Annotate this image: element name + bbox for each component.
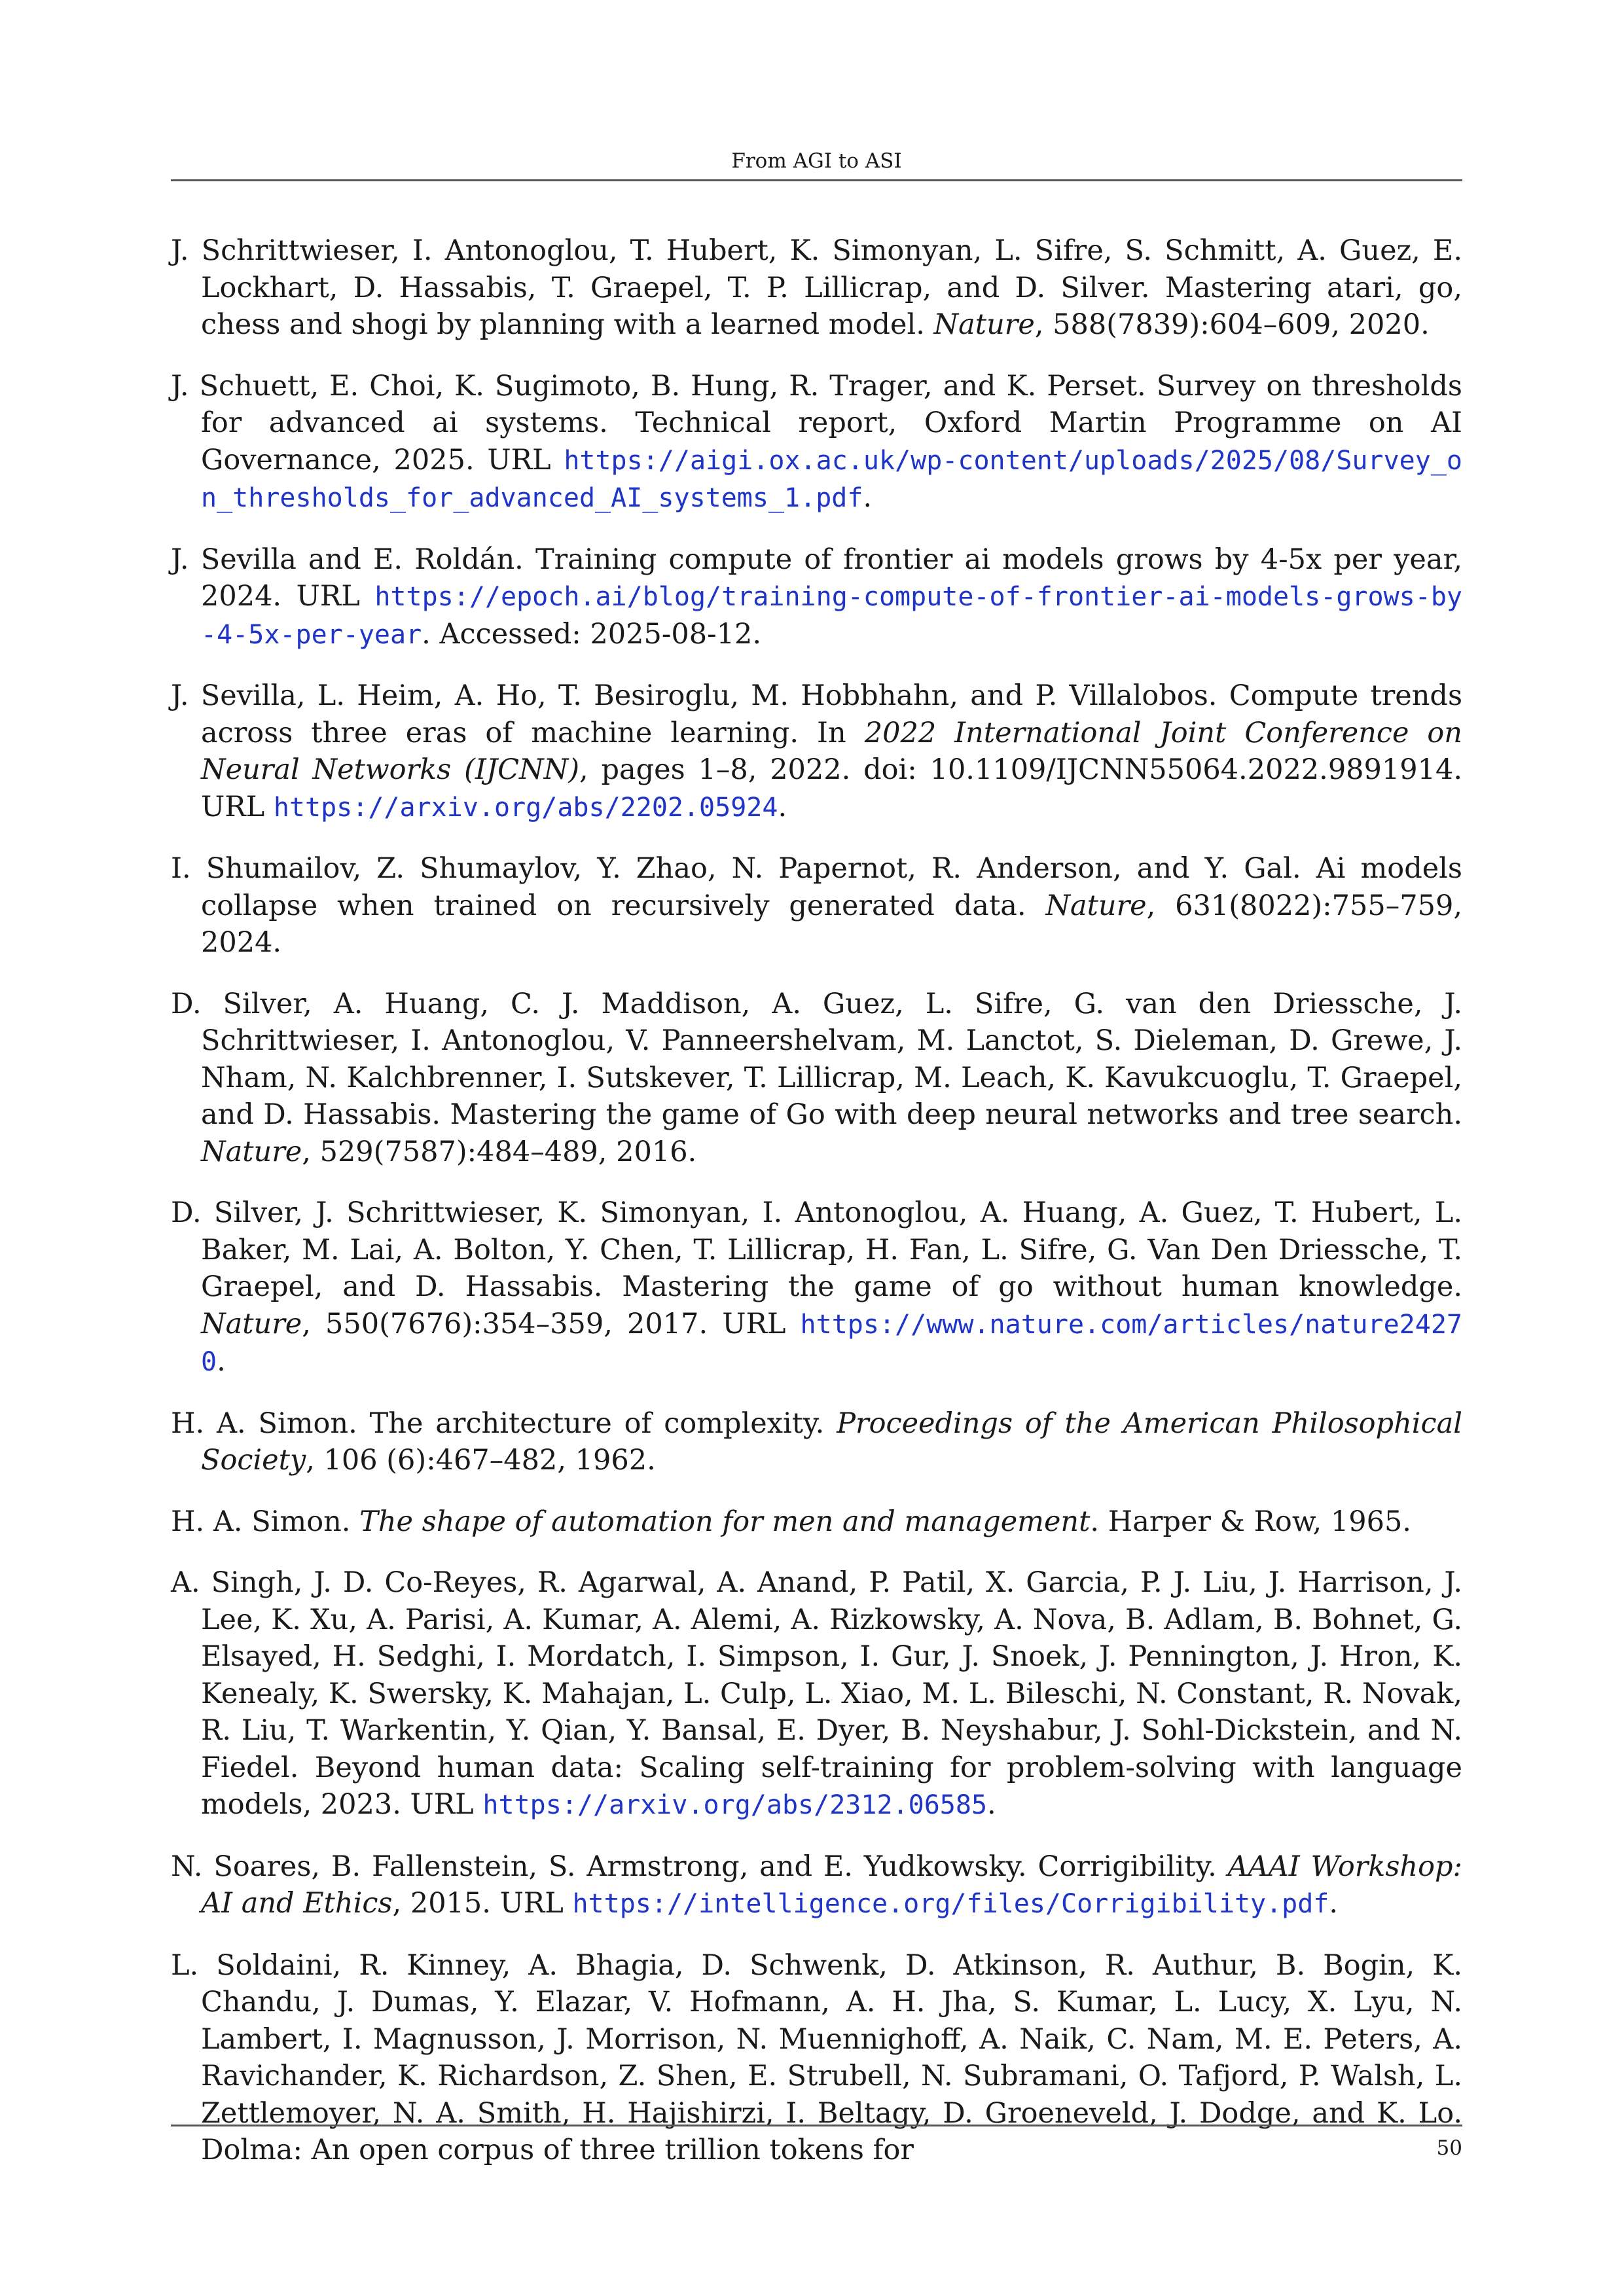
- reference-title: Mastering the game of go without human knowledge.: [602, 1270, 1462, 1303]
- reference-details: , 550(7676):354–359, 2017. URL: [302, 1307, 801, 1340]
- reference-entry: [171, 1564, 1462, 1824]
- reference-entry: [171, 368, 1462, 517]
- reference-title: Mastering the game of Go with deep neural networks and tree search.: [441, 1098, 1462, 1131]
- reference-tail: .: [778, 790, 787, 823]
- reference-authors: H. A. Simon.: [171, 1505, 351, 1538]
- reference-title: Compute trends across three eras of machine learning. In: [201, 679, 1463, 749]
- reference-title: Beyond human data: Scaling self-training for problem-solving with language models, 2023. URL: [201, 1751, 1462, 1821]
- reference-details: , 2015. URL: [392, 1887, 573, 1920]
- reference-venue: Nature: [1045, 889, 1147, 922]
- reference-url-link[interactable]: https://aigi.ox.ac.uk/wp-content/uploads/2025/08/Survey_on_thresholds_for_advanced_AI_systems_1.pdf: [201, 445, 1462, 513]
- reference-entry: [171, 232, 1462, 344]
- reference-entry: [171, 986, 1462, 1171]
- footer-rule: [171, 2125, 1462, 2126]
- reference-title: Mastering atari, go, chess and shogi by planning with a learned model.: [201, 271, 1462, 341]
- reference-entry: [171, 541, 1462, 654]
- reference-entry: [171, 677, 1462, 826]
- reference-details: , 106 (6):467–482, 1962.: [306, 1444, 656, 1477]
- reference-details: , 631(8022):755–759, 2024.: [201, 889, 1462, 959]
- reference-venue: The shape of automation for men and management: [359, 1505, 1091, 1538]
- reference-url-link[interactable]: https://www.nature.com/articles/nature24270: [201, 1309, 1462, 1377]
- reference-details: . Harper & Row, 1965.: [1090, 1505, 1411, 1538]
- reference-venue: Proceedings of the American Philosophical Society: [201, 1407, 1462, 1477]
- header-rule: [171, 179, 1462, 181]
- reference-title: Dolma: An open corpus of three trillion tokens for: [201, 2134, 914, 2166]
- reference-url-link[interactable]: https://arxiv.org/abs/2312.06585: [482, 1790, 988, 1820]
- reference-authors: L. Soldaini, R. Kinney, A. Bhagia, D. Schwenk, D. Atkinson, R. Authur, B. Bogin, K. Chandu, J. Dumas, Y. Elazar, V. Hofmann, A. H. Jha, S. Kumar, L. Lucy, X. Lyu, N. Lambert, I. Magnusson, J. Morrison, N. Muennighoff, A. Naik, C. Nam, M. E. Peters, A. Ravichander, K. Richardson, Z. Shen, E. Strubell, N. Subramani, O. Tafjord, P. Walsh, L. Zettlemoyer, N. A. Smith, H. Hajishirzi, I. Beltagy, D. Groeneveld, J. Dodge, and K. Lo.: [171, 1948, 1462, 2130]
- reference-authors: J. Schuett, E. Choi, K. Sugimoto, B. Hung, R. Trager, and K. Perset.: [171, 369, 1146, 403]
- reference-authors: H. A. Simon.: [171, 1407, 357, 1440]
- reference-entry: [171, 1405, 1462, 1479]
- reference-tail: .: [987, 1788, 996, 1821]
- reference-title: The architecture of complexity.: [357, 1407, 837, 1440]
- reference-details: , pages 1–8, 2022. doi: 10.1109/IJCNN55064.2022.9891914. URL: [201, 753, 1462, 823]
- reference-authors: D. Silver, J. Schrittwieser, K. Simonyan, I. Antonoglou, A. Huang, A. Guez, T. Hubert, L. Baker, M. Lai, A. Bolton, Y. Chen, T. Lillicrap, H. Fan, L. Sifre, G. Van Den Driessche, T. Graepel, and D. Hassabis.: [171, 1196, 1462, 1303]
- page-number: 50: [1436, 2136, 1462, 2160]
- reference-authors: I. Shumailov, Z. Shumaylov, Y. Zhao, N. Papernot, R. Anderson, and Y. Gal.: [171, 852, 1301, 885]
- reference-venue: Nature: [933, 308, 1035, 341]
- reference-authors: J. Sevilla and E. Roldán.: [171, 543, 524, 576]
- reference-details: , 588(7839):604–609, 2020.: [1034, 308, 1430, 341]
- reference-tail: . Accessed: 2025-08-12.: [422, 617, 762, 651]
- reference-details: , 529(7587):484–489, 2016.: [302, 1135, 697, 1168]
- reference-entry: [171, 1194, 1462, 1381]
- reference-venue: Nature: [201, 1307, 302, 1340]
- reference-entry: [171, 1848, 1462, 1923]
- reference-venue: AAAI Workshop: AI and Ethics: [201, 1850, 1462, 1920]
- reference-authors: N. Soares, B. Fallenstein, S. Armstrong, and E. Yudkowsky.: [171, 1850, 1027, 1883]
- reference-entry: [171, 850, 1462, 961]
- reference-tail: .: [217, 1345, 226, 1378]
- reference-title: Ai models collapse when trained on recursively generated data.: [201, 852, 1462, 922]
- reference-title: Corrigibility.: [1026, 1850, 1228, 1883]
- reference-tail: .: [1329, 1887, 1339, 1920]
- reference-title: [350, 1505, 359, 1538]
- running-title: From AGI to ASI: [731, 149, 902, 173]
- reference-url-link[interactable]: https://epoch.ai/blog/training-compute-of-frontier-ai-models-grows-by-4-5x-per-year: [201, 582, 1462, 650]
- reference-authors: A. Singh, J. D. Co-Reyes, R. Agarwal, A. Anand, P. Patil, X. Garcia, P. J. Liu, J. Harrison, J. Lee, K. Xu, A. Parisi, A. Kumar, A. Alemi, A. Rizkowsky, A. Nova, B. Adlam, B. Bohnet, G. Elsayed, H. Sedghi, I. Mordatch, I. Simpson, I. Gur, J. Snoek, J. Pennington, J. Hron, K. Kenealy, K. Swersky, K. Mahajan, L. Culp, L. Xiao, M. L. Bileschi, N. Constant, R. Novak, R. Liu, T. Warkentin, Y. Qian, Y. Bansal, E. Dyer, B. Neyshabur, J. Sohl-Dickstein, and N. Fiedel.: [171, 1566, 1462, 1784]
- reference-authors: J. Sevilla, L. Heim, A. Ho, T. Besiroglu, M. Hobbhahn, and P. Villalobos.: [171, 679, 1218, 712]
- reference-authors: J. Schrittwieser, I. Antonoglou, T. Hubert, K. Simonyan, L. Sifre, S. Schmitt, A. Guez, E. Lockhart, D. Hassabis, T. Graepel, T. P. Lillicrap, and D. Silver.: [171, 234, 1462, 304]
- reference-title: Training compute of frontier ai models grows by 4-5x per year, 2024. URL: [201, 543, 1462, 613]
- reference-venue: 2022 International Joint Conference on Neural Networks (IJCNN): [201, 716, 1462, 786]
- reference-url-link[interactable]: https://intelligence.org/files/Corrigibility.pdf: [572, 1889, 1329, 1919]
- reference-entry: [171, 1503, 1462, 1541]
- reference-tail: .: [863, 481, 873, 514]
- reference-url-link[interactable]: https://arxiv.org/abs/2202.05924: [273, 792, 778, 823]
- reference-venue: Nature: [201, 1135, 302, 1168]
- reference-title: Survey on thresholds for advanced ai systems. Technical report, Oxford Martin Programme on AI Governance, 2025. URL: [201, 369, 1462, 476]
- reference-list: [171, 232, 1462, 2169]
- reference-authors: D. Silver, A. Huang, C. J. Maddison, A. Guez, L. Sifre, G. van den Driessche, J. Schrittwieser, I. Antonoglou, V. Panneershelvam, M. Lanctot, S. Dieleman, D. Grewe, J. Nham, N. Kalchbrenner, I. Sutskever, T. Lillicrap, M. Leach, K. Kavukcuoglu, T. Graepel, and D. Hassabis.: [171, 987, 1462, 1131]
- reference-entry: [171, 1947, 1462, 2169]
